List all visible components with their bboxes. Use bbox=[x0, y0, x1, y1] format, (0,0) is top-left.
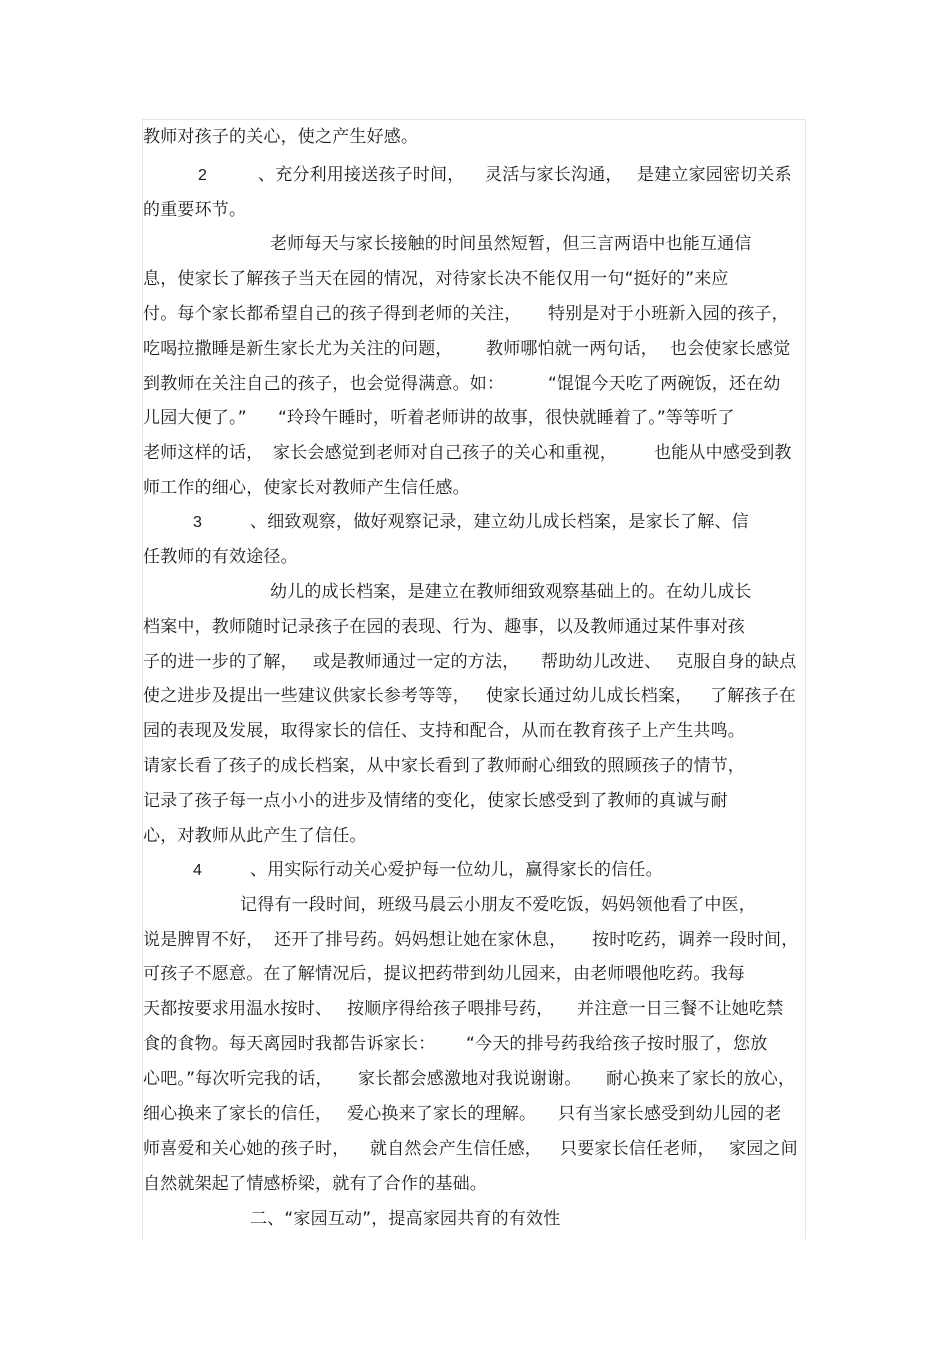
section-heading: 灵活与家长沟通， bbox=[485, 165, 623, 185]
text-line: 按顺序得给孩子喂排号药， bbox=[347, 999, 554, 1019]
text-line: 帮助幼儿改进、 bbox=[541, 652, 662, 672]
text-line: 按时吃药，调养一段时间， bbox=[592, 930, 799, 950]
text-line: 幼儿的成长档案，是建立在教师细致观察基础上的。在幼儿成长 bbox=[270, 582, 752, 602]
section-heading: 、用实际行动关心爱护每一位幼儿，赢得家长的信任。 bbox=[250, 860, 663, 880]
text-line: “今天的排号药我给孩子按时服了，您放 bbox=[466, 1034, 768, 1054]
section-heading: 、细致观察，做好观察记录，建立幼儿成长档案，是家长了解、信 bbox=[250, 512, 749, 532]
text-line: 子的进一步的了解， bbox=[143, 652, 298, 672]
text-line: 记得有一段时间，班级马晨云小朋友不爱吃饭，妈妈领他看了中医， bbox=[240, 895, 756, 915]
text-line: “馄馄今天吃了两碗饭，还在幼 bbox=[548, 374, 781, 394]
text-line: 只有当家长感受到幼儿园的老 bbox=[558, 1104, 782, 1124]
text-line: 记录了孩子每一点小小的进步及情绪的变化，使家长感受到了教师的真诚与耐 bbox=[143, 791, 728, 811]
section-heading: 任教师的有效途径。 bbox=[143, 547, 298, 567]
text-line: 食的食物。每天离园时我都告诉家长： bbox=[143, 1034, 436, 1054]
text-line: 也能从中感受到教 bbox=[654, 443, 792, 463]
text-line: 并注意一日三餐不让她吃禁 bbox=[577, 999, 784, 1019]
text-line: 天都按要求用温水按时、 bbox=[143, 999, 333, 1019]
text-line: 说是脾胃不好， bbox=[143, 930, 264, 950]
text-line: 爱心换来了家长的理解。 bbox=[347, 1104, 537, 1124]
text-line: 心，对教师从此产生了信任。 bbox=[143, 826, 367, 846]
text-line: 家长会感觉到老师对自己孩子的关心和重视， bbox=[273, 443, 617, 463]
text-line: 请家长看了孩子的成长档案，从中家长看到了教师耐心细致的照顾孩子的情节， bbox=[143, 756, 745, 776]
section-title: 二、“家园互动”，提高家园共育的有效性 bbox=[250, 1209, 561, 1229]
text-line: “玲玲午睡时，听着老师讲的故事，很快就睡着了。”等等听了 bbox=[278, 408, 735, 428]
text-line: 使家长通过幼儿成长档案， bbox=[486, 686, 693, 706]
text-line: 息，使家长了解孩子当天在园的情况，对待家长决不能仅用一句“挺好的”来应 bbox=[143, 269, 729, 289]
text-line: 老师每天与家长接触的时间虽然短暂，但三言两语中也能互通信 bbox=[270, 234, 752, 254]
text-line: 家长都会感激地对我说谢谢。 bbox=[358, 1069, 582, 1089]
section-heading: 的重要环节。 bbox=[143, 200, 247, 220]
text-line: 付。每个家长都希望自己的孩子得到老师的关注， bbox=[143, 304, 522, 324]
text-line: 可孩子不愿意。在了解情况后，提议把药带到幼儿园来，由老师喂他吃药。我每 bbox=[143, 964, 745, 984]
text-line: 或是教师通过一定的方法， bbox=[313, 652, 520, 672]
section-heading: 是建立家园密切关系 bbox=[637, 165, 792, 185]
text-line: 心吧。”每次听完我的话， bbox=[143, 1069, 333, 1089]
section-number: 2 bbox=[198, 167, 207, 184]
section-number: 4 bbox=[193, 862, 202, 879]
text-line: 教师对孩子的关心，使之产生好感。 bbox=[143, 127, 419, 147]
text-line: 自然就架起了情感桥梁，就有了合作的基础。 bbox=[143, 1174, 487, 1194]
text-line: 耐心换来了家长的放心， bbox=[606, 1069, 796, 1089]
text-line: 师工作的细心，使家长对教师产生信任感。 bbox=[143, 478, 470, 498]
text-line: 园的表现及发展，取得家长的信任、支持和配合，从而在教育孩子上产生共鸣。 bbox=[143, 721, 745, 741]
text-line: 家园之间 bbox=[729, 1139, 798, 1159]
text-line: 也会使家长感觉 bbox=[670, 339, 791, 359]
text-line: 还开了排号药。妈妈想让她在家休息， bbox=[274, 930, 567, 950]
text-line: 了解孩子在 bbox=[710, 686, 796, 706]
text-line: 就自然会产生信任感， bbox=[370, 1139, 542, 1159]
text-line: 档案中，教师随时记录孩子在园的表现、行为、趣事，以及教师通过某件事对孩 bbox=[143, 617, 745, 637]
text-line: 教师哪怕就一两句话， bbox=[486, 339, 658, 359]
text-line: 儿园大便了。” bbox=[143, 408, 247, 428]
text-line: 师喜爱和关心她的孩子时， bbox=[143, 1139, 350, 1159]
section-heading: 、充分利用接送孩子时间， bbox=[258, 165, 465, 185]
text-line: 使之进步及提出一些建议供家长参考等等， bbox=[143, 686, 470, 706]
text-line: 特别是对于小班新入园的孩子， bbox=[548, 304, 789, 324]
text-line: 细心换来了家长的信任， bbox=[143, 1104, 333, 1124]
text-line: 克服自身的缺点 bbox=[676, 652, 797, 672]
text-line: 老师这样的话， bbox=[143, 443, 264, 463]
text-line: 吃喝拉撒睡是新生家长尤为关注的问题， bbox=[143, 339, 453, 359]
text-line: 到教师在关注自己的孩子，也会觉得满意。如： bbox=[143, 374, 505, 394]
text-line: 只要家长信任老师， bbox=[560, 1139, 715, 1159]
section-number: 3 bbox=[193, 514, 202, 531]
